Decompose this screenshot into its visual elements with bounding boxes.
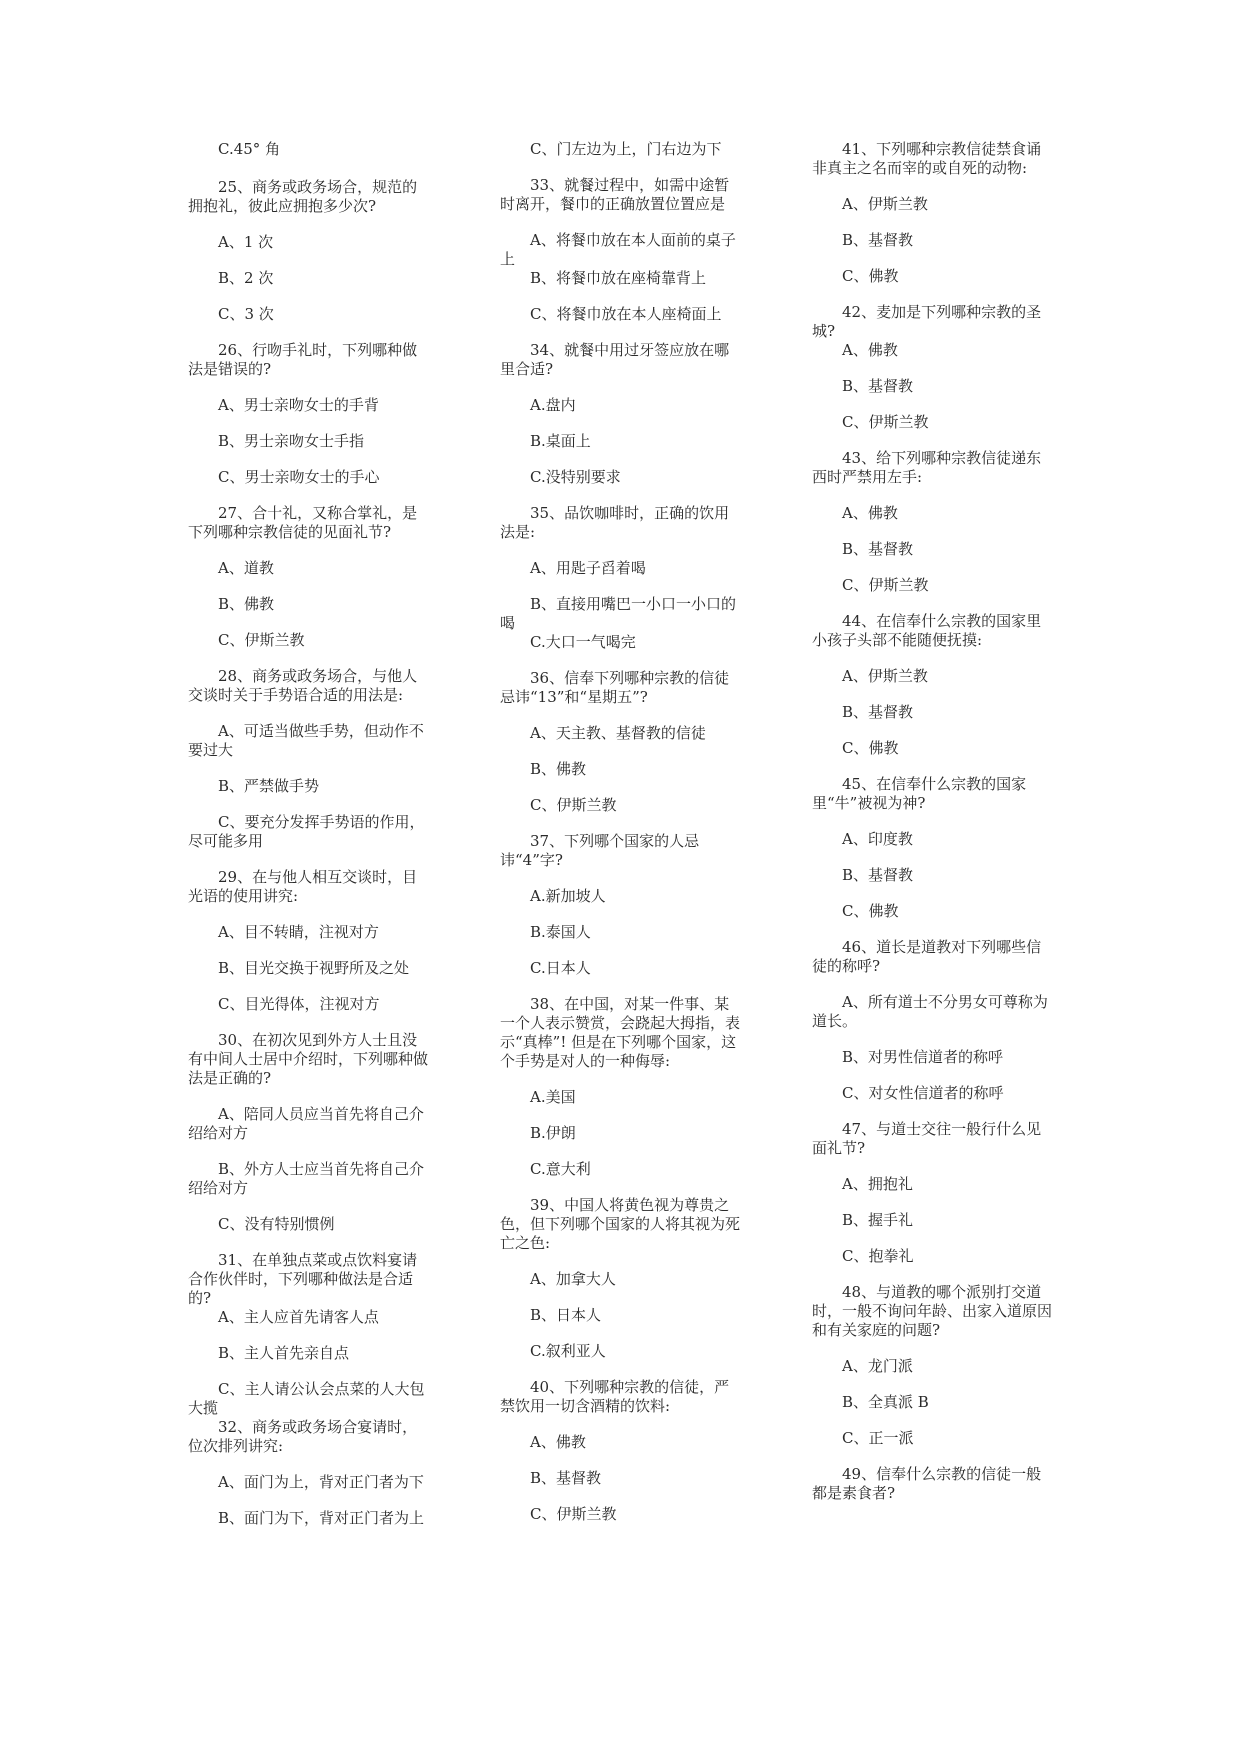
- question-text: 36、信奉下列哪种宗教的信徒忌讳“13”和“星期五”?: [500, 669, 730, 706]
- option-text: C.日本人: [530, 959, 591, 977]
- option-text: C.叙利亚人: [530, 1342, 606, 1360]
- option-text: B.伊朗: [530, 1124, 576, 1142]
- option-text: B.泰国人: [530, 923, 591, 941]
- option-text: C.大口一气喝完: [530, 633, 636, 651]
- option-text: B、日本人: [530, 1306, 602, 1324]
- question-text: 45、在信奉什么宗教的国家里“牛”被视为神?: [812, 775, 1027, 812]
- option-text: A、天主教、基督教的信徒: [530, 724, 706, 742]
- page-column-1: [188, 140, 432, 1528]
- question-text: 37、下列哪个国家的人忌讳“4”字?: [500, 832, 700, 869]
- question-text: 38、在中国，对某一件事、某一个人表示赞赏，会跷起大拇指，表示“真棒”! 但是在下列哪个国家，这个手势是对人的一种侮辱:: [500, 995, 741, 1070]
- option-text: A、可适当做些手势，但动作不要过大: [188, 722, 424, 759]
- option-text: C、目光得体，注视对方: [218, 995, 380, 1013]
- question-text: 43、给下列哪种宗教信徒递东西时严禁用左手:: [812, 449, 1042, 486]
- option-text: B、佛教: [218, 595, 275, 613]
- option-text: B、基督教: [842, 866, 914, 884]
- option-text: C.45° 角: [218, 140, 281, 158]
- question-text: 49、信奉什么宗教的信徒一般都是素食者?: [812, 1465, 1042, 1502]
- option-text: B、外方人士应当首先将自己介绍给对方: [188, 1160, 425, 1197]
- question-text: 48、与道教的哪个派别打交道时，一般不询问年龄、出家入道原因和有关家庭的问题?: [812, 1283, 1053, 1339]
- question-text: 41、下列哪种宗教信徒禁食诵非真主之名而宰的或自死的动物:: [812, 140, 1042, 177]
- option-text: B、面门为下，背对正门者为上: [218, 1509, 425, 1527]
- option-text: A、龙门派: [842, 1357, 913, 1375]
- option-text: C、正一派: [842, 1429, 914, 1447]
- question-text: 27、合十礼，又称合掌礼，是下列哪种宗教信徒的见面礼节?: [188, 504, 418, 541]
- option-text: A、佛教: [842, 341, 898, 359]
- option-text: A、1 次: [218, 233, 274, 251]
- option-text: B、主人首先亲自点: [218, 1344, 350, 1362]
- option-text: B、佛教: [530, 760, 587, 778]
- option-text: C.没特别要求: [530, 468, 621, 486]
- question-text: 32、商务或政务场合宴请时，位次排列讲究:: [188, 1418, 418, 1455]
- option-text: C、佛教: [842, 739, 899, 757]
- option-text: A、佛教: [530, 1433, 586, 1451]
- option-text: B、基督教: [842, 231, 914, 249]
- option-text: C、主人请公认会点菜的人大包大揽: [188, 1380, 425, 1417]
- option-text: B、直接用嘴巴一小口一小口的喝: [500, 595, 737, 632]
- option-text: C、佛教: [842, 902, 899, 920]
- option-text: B、基督教: [842, 377, 914, 395]
- question-text: 28、商务或政务场合，与他人交谈时关于手势语合适的用法是:: [188, 667, 418, 704]
- question-text: 26、行吻手礼时，下列哪种做法是错误的?: [188, 341, 418, 378]
- option-text: B、目光交换于视野所及之处: [218, 959, 410, 977]
- option-text: A、所有道士不分男女可尊称为道长。: [812, 993, 1048, 1030]
- option-text: B、基督教: [530, 1469, 602, 1487]
- page-column-2: [500, 140, 744, 1524]
- page-column-3: [812, 140, 1056, 1503]
- option-text: C、伊斯兰教: [842, 576, 929, 594]
- question-text: 25、商务或政务场合，规范的拥抱礼，彼此应拥抱多少次?: [188, 178, 418, 215]
- option-text: C、将餐巾放在本人座椅面上: [530, 305, 722, 323]
- question-text: 30、在初次见到外方人士且没有中间人士居中介绍时，下列哪种做法是正确的?: [188, 1031, 429, 1087]
- option-text: C、要充分发挥手势语的作用，尽可能多用: [188, 813, 425, 850]
- option-text: C、3 次: [218, 305, 274, 323]
- option-text: B、严禁做手势: [218, 777, 320, 795]
- question-text: 35、品饮咖啡时，正确的饮用法是:: [500, 504, 730, 541]
- option-text: B、2 次: [218, 269, 274, 287]
- option-text: B、将餐巾放在座椅靠背上: [530, 269, 707, 287]
- option-text: A、主人应首先请客人点: [218, 1308, 379, 1326]
- option-text: A、伊斯兰教: [842, 667, 928, 685]
- question-text: 29、在与他人相互交谈时，目光语的使用讲究:: [188, 868, 418, 905]
- option-text: A、加拿大人: [530, 1270, 616, 1288]
- option-text: A、男士亲吻女士的手背: [218, 396, 379, 414]
- option-text: A、道教: [218, 559, 274, 577]
- option-text: C、伊斯兰教: [530, 796, 617, 814]
- option-text: B、基督教: [842, 703, 914, 721]
- option-text: B.桌面上: [530, 432, 591, 450]
- option-text: B、全真派 B: [842, 1393, 929, 1411]
- option-text: C、佛教: [842, 267, 899, 285]
- option-text: C、伊斯兰教: [218, 631, 305, 649]
- option-text: C、抱拳礼: [842, 1247, 914, 1265]
- option-text: C、门左边为上，门右边为下: [530, 140, 722, 158]
- option-text: A、目不转睛，注视对方: [218, 923, 379, 941]
- question-text: 42、麦加是下列哪种宗教的圣城?: [812, 303, 1042, 340]
- option-text: A、将餐巾放在本人面前的桌子上: [500, 231, 736, 268]
- option-text: B、握手礼: [842, 1211, 914, 1229]
- option-text: A、伊斯兰教: [842, 195, 928, 213]
- option-text: C、伊斯兰教: [530, 1505, 617, 1523]
- option-text: A、面门为上，背对正门者为下: [218, 1473, 424, 1491]
- option-text: A、陪同人员应当首先将自己介绍给对方: [188, 1105, 424, 1142]
- option-text: A.盘内: [530, 396, 576, 414]
- question-text: 46、道长是道教对下列哪些信徒的称呼?: [812, 938, 1042, 975]
- option-text: C.意大利: [530, 1160, 591, 1178]
- option-text: A、用匙子舀着喝: [530, 559, 646, 577]
- option-text: A、印度教: [842, 830, 913, 848]
- option-text: B、男士亲吻女士手指: [218, 432, 365, 450]
- question-text: 34、就餐中用过牙签应放在哪里合适?: [500, 341, 730, 378]
- option-text: A、拥抱礼: [842, 1175, 913, 1193]
- option-text: A.新加坡人: [530, 887, 606, 905]
- question-text: 40、下列哪种宗教的信徒，严禁饮用一切含酒精的饮料:: [500, 1378, 730, 1415]
- question-text: 31、在单独点菜或点饮料宴请合作伙伴时，下列哪种做法是合适的?: [188, 1251, 418, 1307]
- option-text: C、没有特别惯例: [218, 1215, 335, 1233]
- option-text: C、男士亲吻女士的手心: [218, 468, 380, 486]
- option-text: B、对男性信道者的称呼: [842, 1048, 1004, 1066]
- option-text: A、佛教: [842, 504, 898, 522]
- option-text: A.美国: [530, 1088, 576, 1106]
- option-text: C、对女性信道者的称呼: [842, 1084, 1004, 1102]
- question-text: 47、与道士交往一般行什么见面礼节?: [812, 1120, 1042, 1157]
- option-text: C、伊斯兰教: [842, 413, 929, 431]
- question-text: 39、中国人将黄色视为尊贵之色，但下列哪个国家的人将其视为死亡之色:: [500, 1196, 741, 1252]
- question-text: 44、在信奉什么宗教的国家里小孩子头部不能随便抚摸:: [812, 612, 1042, 649]
- question-text: 33、就餐过程中，如需中途暂时离开，餐巾的正确放置位置应是: [500, 176, 730, 213]
- option-text: B、基督教: [842, 540, 914, 558]
